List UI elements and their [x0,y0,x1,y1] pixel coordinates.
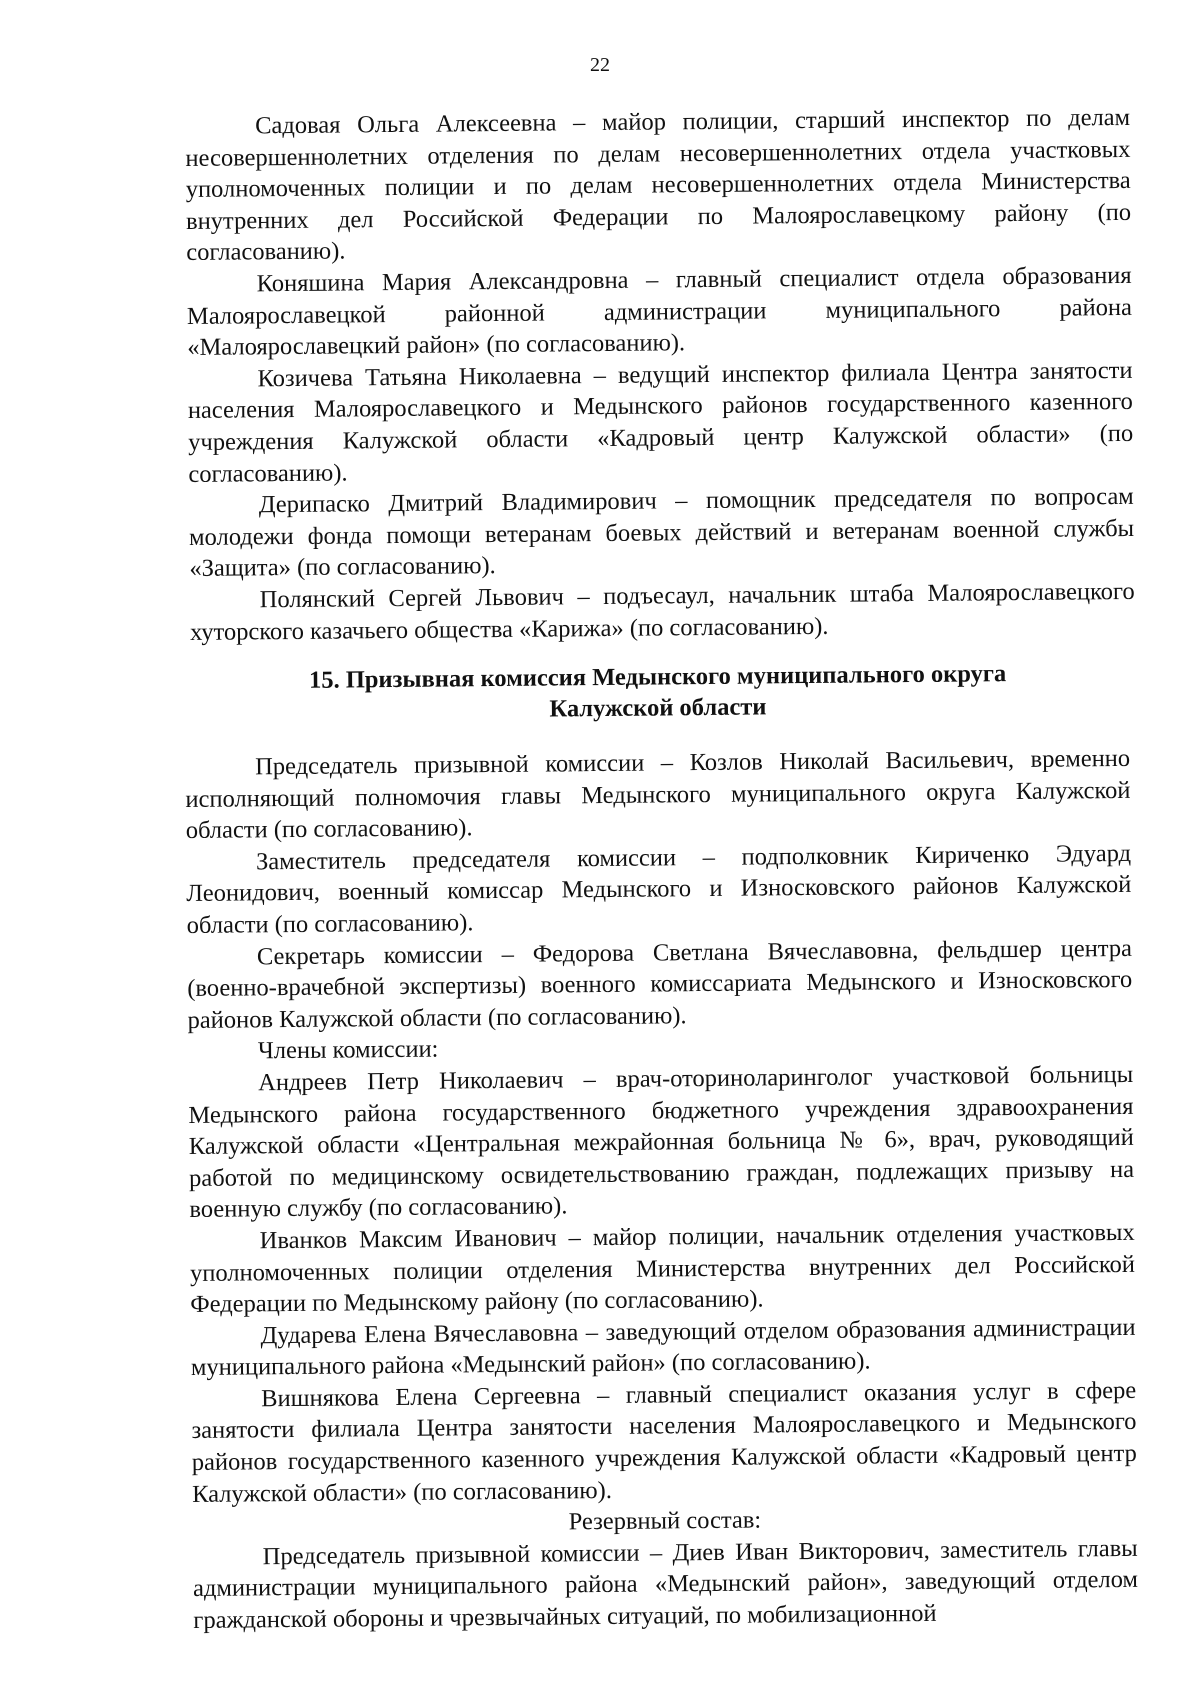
reserve-label: Резервный состав: [568,1506,762,1536]
paragraph-polyansky: Полянский Сергей Львович – подъесаул, начальник штаба Малоярославецкого хуторского казачьего общества «Карижа» (по согласованию). [189,577,1135,646]
paragraph-sadovaya: Садовая Ольга Алексеевна – майор полиции, старший инспектор по делам несовершеннолетних отделения по делам несовершеннолетних отдела участковых уполномоченных полиции и по делам несовершеннолетних отдела Министерства внутренних дел Российской Федерации по Малоярославецкому району (по согласованию). [185,103,1132,267]
paragraph-secretary: Секретарь комиссии – Федорова Светлана Вячеславовна, фельдшер центра (военно-врачебной экспертизы) военного комиссариата Медынского и Износковского районов Калужской области (по согласованию). [187,934,1133,1034]
paragraph-deputy: Заместитель председателя комиссии – подполковник Кириченко Эдуард Леонидович, военный комиссар Медынского и Износковского районов Калужской области (по согласованию). [186,839,1132,939]
commission-members [185,743,1138,1637]
paragraph-konyashina: Коняшина Мария Александровна – главный специалист отдела образования Малоярославецкой районной администрации муниципального района «Малоярославецкий район» (по согласованию). [186,261,1133,362]
members-label: Члены комиссии: [257,1035,439,1065]
paragraph-kozicheva: Козичева Татьяна Николаевна – ведущий инспектор филиала Центра занятости населения Малоярославецкого и Медынского районов государственного казенного учреждения Калужской области «Кадровый центр Калужской области» (по согласованию). [187,356,1134,488]
top-paragraphs [185,102,1135,648]
paragraph-chairman: Председатель призывной комиссии – Козлов Николай Васильевич, временно исполняющий полномочия главы Медынского муниципального округа Калужской области (по согласованию). [185,744,1131,845]
paragraph-deripasko: Дерипаско Дмитрий Владимирович – помощник председателя по вопросам молодежи фонда помощи ветеранам боевых действий и ветеранам военной службы «Защита» (по согласованию). [188,483,1135,583]
paragraph-member-ivankov: Иванков Максим Иванович – майор полиции, начальник отделения участковых уполномоченных полиции отделения Министерства внутренних дел Российской Федерации по Медынскому району (по согласованию). [189,1218,1136,1319]
section-heading-line2: Калужской области [549,693,767,723]
paragraph-member-dudareva: Дударева Елена Вячеславовна – заведующий отделом образования администрации муниципального района «Медынский район» (по согласованию). [190,1313,1136,1382]
section-heading [185,657,1131,728]
paragraph-member-andreev: Андреев Петр Николаевич – врач-оториноларинголог участковой больницы Медынского района государственного бюджетного учреждения здравоохранения Калужской области «Центральная межрайонная больница № 6», врач, руководящий работой по медицинскому освидетельствованию граждан, подлежащих призыву на военную службу (по согласованию). [188,1060,1135,1224]
section-heading-line1: 15. Призывная комиссия Медынского муниципального округа [308,660,1007,694]
page-number: 22 [590,54,610,76]
paragraph-member-vishnyakova: Вишнякова Елена Сергеевна – главный специалист оказания услуг в сфере занятости филиала Центра занятости населения Малоярославецкого и Медынского районов государственного казенного учреждения Калужской области «Кадровый центр Калужской области» (по согласованию). [191,1376,1137,1508]
paragraph-reserve-chairman: Председатель призывной комиссии – Диев Иван Викторович, заместитель главы администрации муниципального района «Медынский район», заведующий отделом гражданской обороны и чрезвычайных ситуаций, по мобилизационной [192,1534,1139,1634]
